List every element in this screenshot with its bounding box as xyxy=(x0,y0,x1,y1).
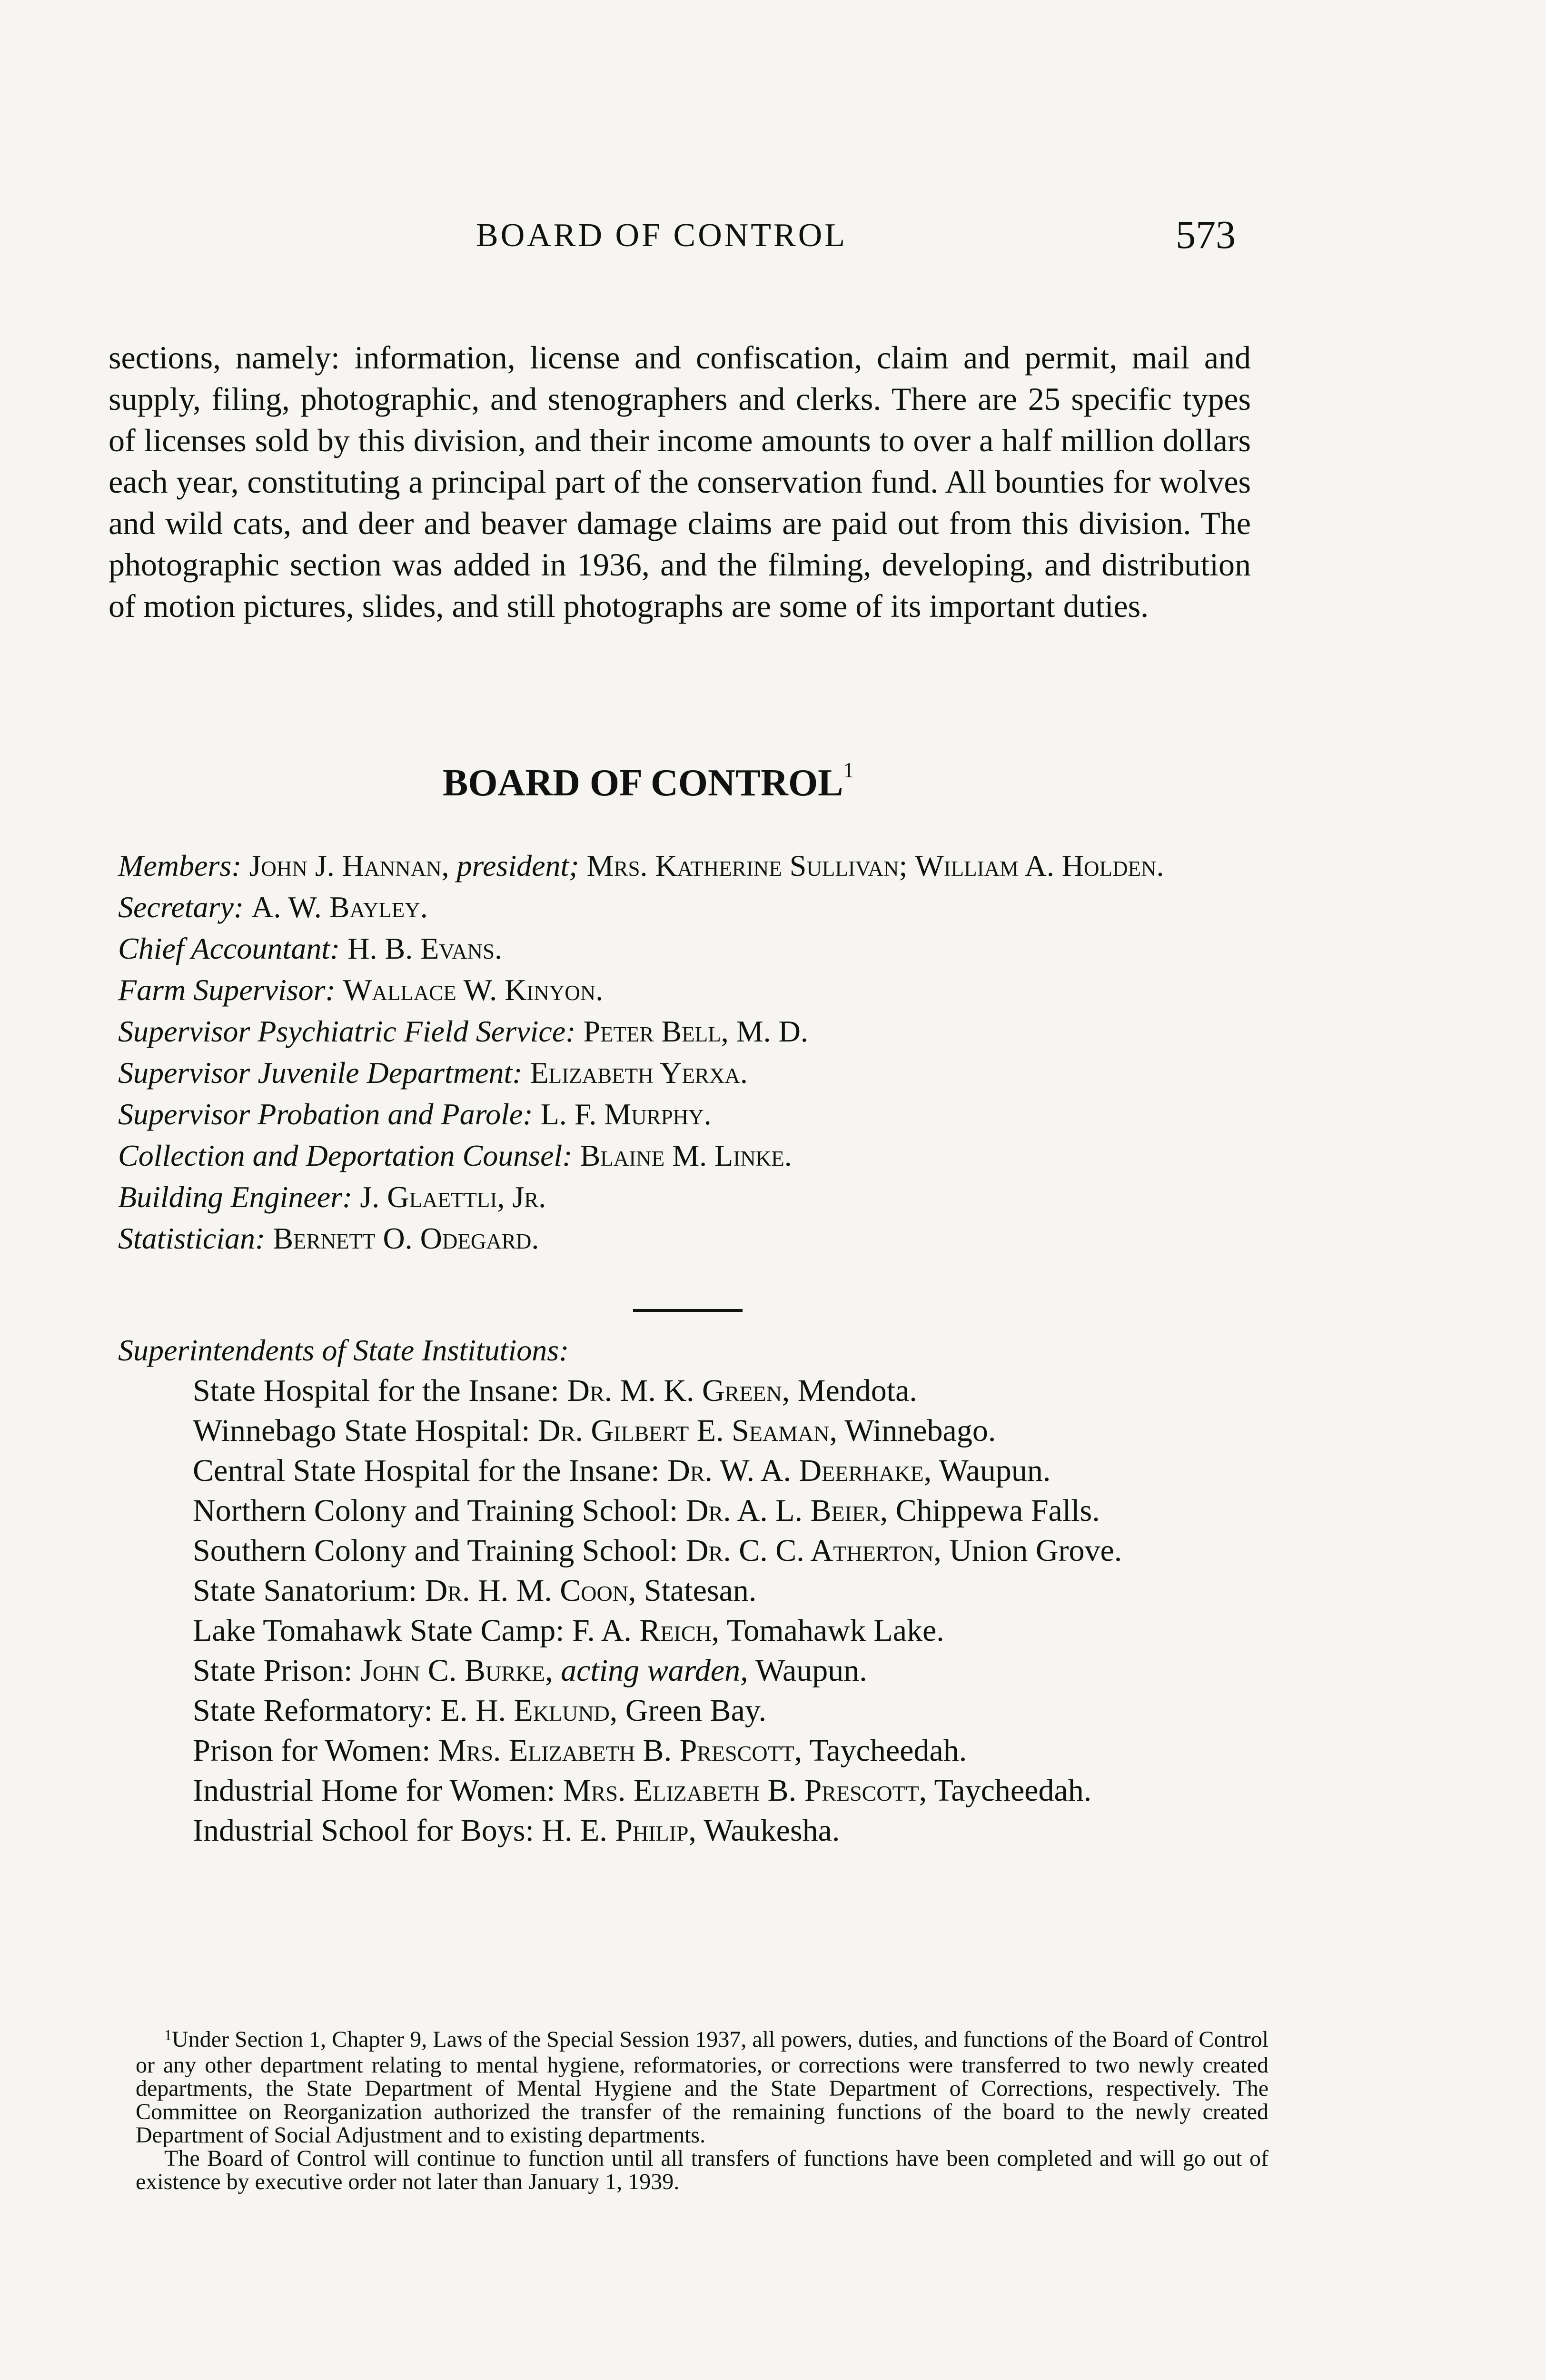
probation-name: L. F. Murphy. xyxy=(540,1097,712,1131)
institution-name: Industrial School for Boys: xyxy=(193,1813,534,1848)
staff-row-collection xyxy=(118,1135,1260,1176)
secretary-name: A. W. Bayley. xyxy=(251,890,428,924)
statistician-label: Statistician: xyxy=(118,1221,266,1255)
institution-location: Statesan. xyxy=(644,1573,757,1608)
member-name-holden: William A. Holden. xyxy=(915,849,1164,883)
institution-row xyxy=(193,1691,1264,1731)
superintendent-name: Mrs. Elizabeth B. Prescott, xyxy=(563,1773,927,1808)
psychiatric-field-label: Supervisor Psychiatric Field Service: xyxy=(118,1014,576,1048)
superintendent-name: Dr. C. C. Atherton, xyxy=(685,1533,941,1568)
collection-name: Blaine M. Linke. xyxy=(580,1139,792,1172)
probation-label: Supervisor Probation and Parole: xyxy=(118,1097,533,1131)
institution-name: Prison for Women: xyxy=(193,1733,431,1768)
footnote-reference: 1 xyxy=(843,758,854,783)
footnote-text-1: Under Section 1, Chapter 9, Laws of the Special Session 1937, all powers, duties, and functions of the Board of Control or any other department relating to mental hygiene, reformatories, or corrections were transferred to two newly created departments, the State Department of Mental Hygiene and the State Department of Corrections, respectively. The Committee on Reorganization authorized the transfer of the remaining functions of the board to the newly created Department of Social Adjustment and to existing departments. xyxy=(136,2027,1269,2148)
institution-name: Northern Colony and Training School: xyxy=(193,1493,678,1528)
statistician-name: Bernett O. Odegard. xyxy=(273,1221,539,1255)
superintendents-heading: Superintendents of State Institutions: xyxy=(118,1333,569,1367)
secretary-label: Secretary: xyxy=(118,890,244,924)
institution-name: State Hospital for the Insane: xyxy=(193,1373,559,1408)
superintendent-name: Dr. W. A. Deerhake, xyxy=(667,1453,932,1488)
members-label: Members: xyxy=(118,849,242,883)
superintendent-name: Dr. A. L. Beier, xyxy=(685,1493,888,1528)
footnote-paragraph-2: The Board of Control will continue to function until all transfers of functions have been completed and will go out of existence by executive order not later than January 1, 1939. xyxy=(136,2146,1269,2194)
juvenile-label: Supervisor Juvenile Department: xyxy=(118,1056,523,1090)
member-name-sullivan: Mrs. Katherine Sullivan; xyxy=(586,849,908,883)
institution-row xyxy=(193,1611,1264,1651)
superintendent-name: Dr. Gilbert E. Seaman, xyxy=(538,1413,837,1448)
farm-supervisor-label: Farm Supervisor: xyxy=(118,973,336,1007)
intro-paragraph: sections, namely: information, license and confiscation, claim and permit, mail and supply, filing, photographic, and stenographers and clerks. There are 25 specific types of licenses sold by this division, and their income amounts to over a half million dollars each year, constituting a principal part of the conservation fund. All bounties for wolves and wild cats, and deer and beaver damage claims are paid out from this division. The photographic section was added in 1936, and the filming, developing, and distribution of motion pictures, slides, and still photographs are some of its important duties. xyxy=(109,339,1251,624)
institution-location: Waupun. xyxy=(755,1653,867,1688)
institution-name: State Prison: xyxy=(193,1653,353,1688)
institution-row xyxy=(193,1531,1264,1571)
institution-row xyxy=(193,1571,1264,1611)
running-head: BOARD OF CONTROL xyxy=(476,217,848,254)
section-title-text: BOARD OF CONTROL xyxy=(443,762,843,804)
superintendent-name: E. H. Eklund, xyxy=(440,1693,618,1728)
institution-row xyxy=(193,1811,1264,1851)
engineer-name: J. Glaettli, Jr. xyxy=(360,1180,546,1214)
institution-row xyxy=(193,1491,1264,1531)
farm-supervisor-name: Wallace W. Kinyon. xyxy=(343,973,604,1007)
institution-location: Waukesha. xyxy=(704,1813,840,1848)
superintendent-name: Mrs. Elizabeth B. Prescott, xyxy=(438,1733,803,1768)
footnote-mark: 1 xyxy=(164,2026,172,2043)
juvenile-name: Elizabeth Yerxa. xyxy=(530,1056,748,1090)
member-title-president: president; xyxy=(456,849,579,883)
institution-name: Central State Hospital for the Insane: xyxy=(193,1453,660,1488)
staff-row-juvenile xyxy=(118,1052,1260,1093)
staff-row-chief-accountant xyxy=(118,928,1260,969)
institution-name: Winnebago State Hospital: xyxy=(193,1413,530,1448)
institution-location: Taycheedah. xyxy=(934,1773,1092,1808)
institution-row xyxy=(193,1371,1264,1411)
institution-row xyxy=(193,1411,1264,1451)
institution-name: State Reformatory: xyxy=(193,1693,433,1728)
staff-row-members xyxy=(118,845,1260,886)
chief-accountant-label: Chief Accountant: xyxy=(118,932,340,965)
page-number: 573 xyxy=(1176,213,1236,257)
institution-row xyxy=(193,1451,1264,1491)
staff-list xyxy=(118,845,1260,1259)
superintendent-name: H. E. Philip, xyxy=(542,1813,697,1848)
staff-row-psychiatric-field xyxy=(118,1011,1260,1052)
institution-list xyxy=(193,1371,1264,1851)
chief-accountant-name: H. B. Evans. xyxy=(347,932,502,965)
institution-location: Union Grove. xyxy=(949,1533,1122,1568)
superintendent-name: John C. Burke, xyxy=(360,1653,553,1688)
institution-location: Taycheedah. xyxy=(809,1733,967,1768)
institution-name: State Sanatorium: xyxy=(193,1573,417,1608)
footnote xyxy=(136,2028,1269,2193)
staff-row-probation xyxy=(118,1093,1260,1135)
superintendent-title: acting warden, xyxy=(561,1653,748,1688)
institution-location: Mendota. xyxy=(797,1373,917,1408)
staff-row-secretary xyxy=(118,886,1260,928)
institution-location: Green Bay. xyxy=(625,1693,767,1728)
superintendent-name: F. A. Reich, xyxy=(572,1613,720,1648)
section-divider xyxy=(633,1309,743,1312)
institution-location: Chippewa Falls. xyxy=(895,1493,1100,1528)
institution-row xyxy=(193,1651,1264,1691)
footnote-paragraph-1 xyxy=(136,2028,1269,2147)
institution-row xyxy=(193,1731,1264,1771)
institution-location: Winnebago. xyxy=(844,1413,996,1448)
institution-name: Southern Colony and Training School: xyxy=(193,1533,678,1568)
staff-row-engineer xyxy=(118,1176,1260,1218)
institution-name: Lake Tomahawk State Camp: xyxy=(193,1613,565,1648)
staff-row-statistician xyxy=(118,1218,1260,1259)
institution-name: Industrial Home for Women: xyxy=(193,1773,555,1808)
institution-location: Waupun. xyxy=(939,1453,1051,1488)
institution-row xyxy=(193,1771,1264,1811)
superintendent-name: Dr. H. M. Coon, xyxy=(425,1573,636,1608)
collection-label: Collection and Deportation Counsel: xyxy=(118,1139,573,1172)
member-name-hannan: John J. Hannan, xyxy=(249,849,449,883)
section-title xyxy=(443,758,1109,805)
superintendent-name: Dr. M. K. Green, xyxy=(567,1373,790,1408)
institution-location: Tomahawk Lake. xyxy=(726,1613,944,1648)
engineer-label: Building Engineer: xyxy=(118,1180,353,1214)
psychiatric-field-name: Peter Bell, M. D. xyxy=(583,1014,808,1048)
staff-row-farm-supervisor xyxy=(118,969,1260,1011)
